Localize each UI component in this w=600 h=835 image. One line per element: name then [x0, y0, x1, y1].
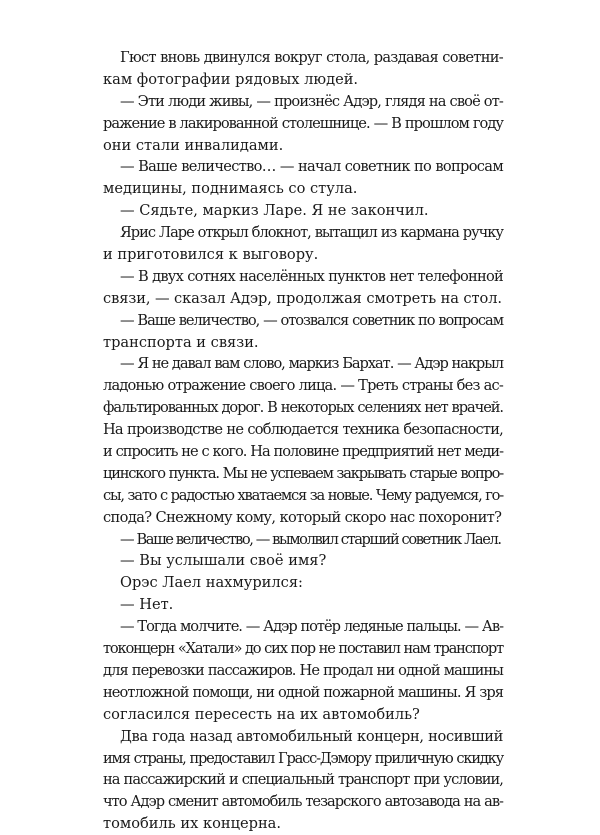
text-line: и спросить не с кого. На половине предприятий нет меди-: [103, 443, 503, 461]
text-line: — Ваше величество… — начал советник по вопросам: [120, 158, 503, 176]
text-line: — Ваше величество, — вымолвил старший советник Лаел.: [120, 530, 501, 548]
text-line: томобиль их концерна.: [103, 815, 282, 833]
text-line: кам фотографии рядовых людей.: [103, 70, 359, 88]
text-line: — Ваше величество, — отозвался советник по вопросам: [120, 311, 503, 329]
text-line: согласился пересесть на их автомобиль?: [103, 705, 420, 723]
text-line: токонцерн «Хатали» до сих пор не поставил нам транспорт: [103, 640, 503, 658]
text-line: неотложной помощи, ни одной пожарной машины. Я зря: [103, 683, 503, 701]
body-text: [103, 47, 503, 835]
text-line: транспорта и связи.: [103, 333, 259, 351]
text-line: имя страны, предоставил Грасс-Дэмору приличную скидку: [103, 749, 503, 767]
text-line: сы, зато с радостью хватаемся за новые. Чему радуемся, го-: [103, 486, 503, 504]
text-line: медицины, поднимаясь со стула.: [103, 180, 358, 198]
text-line: что Адэр сменит автомобиль тезарского автозавода на ав-: [103, 793, 503, 811]
text-line: цинского пункта. Мы не успеваем закрывать старые вопро-: [103, 464, 503, 482]
text-line: связи, — сказал Адэр, продолжая смотреть на стол.: [103, 289, 502, 307]
text-line: для перевозки пассажиров. Не продал ни одной машины: [103, 661, 503, 679]
text-line: Орэс Лаел нахмурился:: [120, 574, 303, 592]
text-line: ражение в лакированной столешнице. — В прошлом году: [103, 114, 503, 132]
text-line: на пассажирский и специальный транспорт при условии,: [103, 771, 503, 789]
text-line: Два года назад автомобильный концерн, носивший: [120, 727, 503, 745]
text-line: фальтированных дорог. В некоторых селениях нет врачей.: [103, 399, 503, 417]
text-line: спода? Снежному кому, который скоро нас похоронит?: [103, 508, 502, 526]
text-line: ладонью отражение своего лица. — Треть страны без ас-: [103, 377, 503, 395]
text-line: — В двух сотнях населённых пунктов нет телефонной: [120, 267, 503, 285]
text-line: — Тогда молчите. — Адэр потёр ледяные пальцы. — Ав-: [120, 618, 503, 636]
text-line: — Нет.: [120, 596, 174, 614]
text-line: они стали инвалидами.: [103, 136, 284, 154]
text-line: — Я не давал вам слово, маркиз Бархат. — Адэр накрыл: [120, 355, 503, 373]
text-line: Гюст вновь двинулся вокруг стола, раздавая советни-: [120, 49, 503, 66]
text-line: — Эти люди живы, — произнёс Адэр, глядя на своё от-: [120, 92, 503, 110]
text-line: Ярис Ларе открыл блокнот, вытащил из кармана ручку: [120, 224, 503, 242]
text-line: и приготовился к выговору.: [103, 246, 319, 264]
text-line: — Вы услышали своё имя?: [120, 552, 327, 570]
text-line: На производстве не соблюдается техника безопасности,: [103, 421, 503, 439]
text-line: — Сядьте, маркиз Ларе. Я не закончил.: [120, 202, 429, 220]
